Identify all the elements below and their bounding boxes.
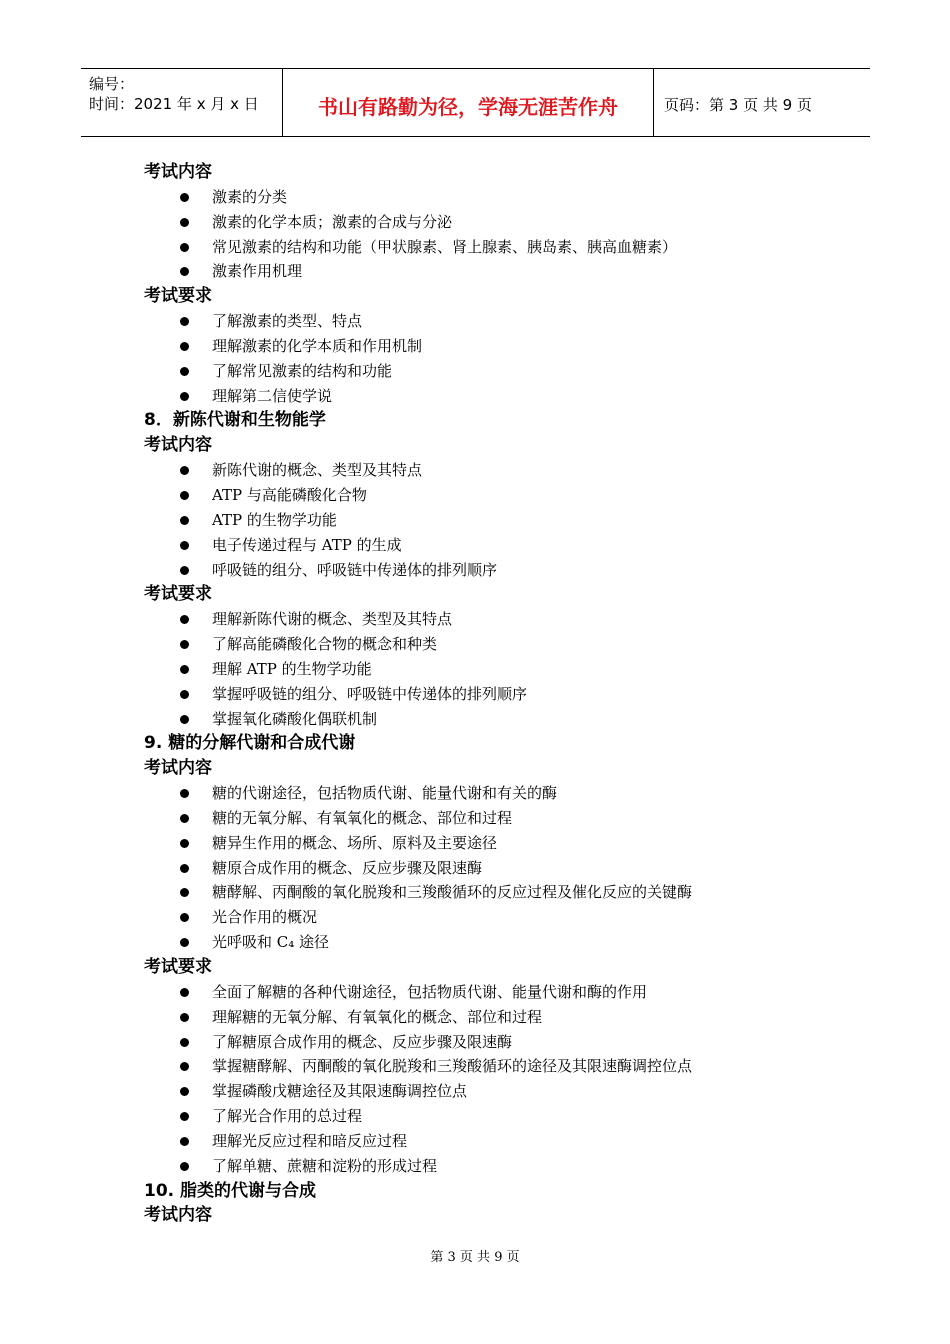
list-item (144, 1104, 864, 1129)
bullet-icon (180, 193, 189, 202)
item-text: 呼吸链的组分、呼吸链中传递体的排列顺序 (212, 560, 498, 579)
item-text: 糖原合成作用的概念、反应步骤及限速酶 (212, 858, 483, 877)
item-text: 糖的代谢途径，包括物质代谢、能量代谢和有关的酶 (212, 784, 558, 803)
bullet-icon (180, 640, 189, 649)
item-text: 理解糖的无氧分解、有氧氧化的概念、部位和过程 (212, 1007, 543, 1026)
page-footer: 第 3 页 共 9 页 (430, 1250, 520, 1265)
section-heading (144, 284, 864, 309)
bullet-icon (180, 466, 189, 475)
bullet-icon (180, 317, 189, 326)
item-text: 了解糖原合成作用的概念、反应步骤及限速酶 (212, 1032, 513, 1051)
header-info-cell (81, 69, 283, 136)
list-item (144, 831, 864, 856)
bullet-icon (180, 1087, 189, 1096)
item-text: ATP 与高能磷酸化合物 (212, 485, 367, 504)
section-heading (144, 731, 864, 756)
bullet-icon (180, 243, 189, 252)
bullet-icon (180, 1013, 189, 1022)
header-motto: 书山有路勤为径，学海无涯苦作舟 (318, 95, 618, 119)
item-text: ATP 的生物学功能 (212, 510, 337, 529)
list-item (144, 1030, 864, 1055)
bullet-icon (180, 392, 189, 401)
bullet-icon (180, 566, 189, 575)
bullet-icon (180, 541, 189, 550)
list-item (144, 1154, 864, 1179)
bullet-icon (180, 615, 189, 624)
bullet-icon (180, 342, 189, 351)
list-item (144, 657, 864, 682)
section-heading (144, 408, 864, 433)
bullet-icon (180, 690, 189, 699)
section-heading (144, 756, 864, 781)
item-text: 掌握糖酵解、丙酮酸的氧化脱羧和三羧酸循环的途径及其限速酶调控位点 (212, 1057, 693, 1076)
bullet-icon (180, 218, 189, 227)
list-item (144, 707, 864, 732)
header-page-cell (654, 69, 870, 136)
item-text: 常见激素的结构和功能（甲状腺素、肾上腺素、胰岛素、胰高血糖素） (212, 237, 678, 256)
list-item (144, 334, 864, 359)
bullet-icon (180, 938, 189, 947)
page-header (81, 68, 870, 137)
heading-text: 考试要求 (144, 286, 212, 307)
header-number-label: 编号： (89, 75, 135, 93)
item-text: 光合作用的概况 (212, 908, 318, 927)
document-body (144, 160, 864, 1228)
list-item (144, 980, 864, 1005)
list-item (144, 806, 864, 831)
item-text: 理解光反应过程和暗反应过程 (212, 1131, 408, 1150)
bullet-icon (180, 1062, 189, 1071)
bullet-icon (180, 1137, 189, 1146)
list-item (144, 235, 864, 260)
bullet-icon (180, 516, 189, 525)
list-item (144, 508, 864, 533)
list-item (144, 359, 864, 384)
item-text: 糖异生作用的概念、场所、原料及主要途径 (212, 833, 498, 852)
section-heading (144, 160, 864, 185)
item-text: 理解激素的化学本质和作用机制 (212, 336, 423, 355)
heading-text: 考试内容 (144, 1205, 212, 1226)
heading-text: 9. 糖的分解代谢和合成代谢 (144, 733, 356, 754)
bullet-icon (180, 665, 189, 674)
item-text: 了解激素的类型、特点 (212, 312, 363, 331)
item-text: 掌握磷酸戊糖途径及其限速酶调控位点 (212, 1082, 468, 1101)
list-item (144, 930, 864, 955)
bullet-icon (180, 367, 189, 376)
item-text: 了解单糖、蔗糖和淀粉的形成过程 (212, 1156, 438, 1175)
list-item (144, 632, 864, 657)
bullet-icon (180, 864, 189, 873)
section-heading (144, 955, 864, 980)
list-item (144, 309, 864, 334)
item-text: 糖的无氧分解、有氧氧化的概念、部位和过程 (212, 808, 513, 827)
list-item (144, 558, 864, 583)
item-text: 激素作用机理 (212, 262, 303, 281)
item-text: 理解 ATP 的生物学功能 (212, 659, 372, 678)
section-heading (144, 1179, 864, 1204)
header-page-label: 页码：第 3 页 共 9 页 (664, 96, 812, 114)
list-item (144, 781, 864, 806)
item-text: 全面了解糖的各种代谢途径，包括物质代谢、能量代谢和酶的作用 (212, 982, 648, 1001)
item-text: 光呼吸和 C₄ 途径 (212, 933, 330, 952)
list-item (144, 1079, 864, 1104)
item-text: 掌握呼吸链的组分、呼吸链中传递体的排列顺序 (212, 684, 528, 703)
heading-text: 8．新陈代谢和生物能学 (144, 410, 326, 431)
heading-text: 考试要求 (144, 584, 212, 605)
list-item (144, 483, 864, 508)
item-text: 电子传递过程与 ATP 的生成 (212, 535, 402, 554)
list-item (144, 880, 864, 905)
bullet-icon (180, 789, 189, 798)
heading-text: 考试内容 (144, 435, 212, 456)
list-item (144, 210, 864, 235)
bullet-icon (180, 1162, 189, 1171)
item-text: 掌握氧化磷酸化偶联机制 (212, 709, 378, 728)
bullet-icon (180, 715, 189, 724)
heading-text: 10. 脂类的代谢与合成 (144, 1180, 317, 1201)
section-heading (144, 582, 864, 607)
item-text: 了解常见激素的结构和功能 (212, 361, 393, 380)
bullet-icon (180, 888, 189, 897)
item-text: 了解光合作用的总过程 (212, 1107, 363, 1126)
item-text: 了解高能磷酸化合物的概念和种类 (212, 635, 438, 654)
item-text: 理解新陈代谢的概念、类型及其特点 (212, 610, 453, 629)
list-item (144, 384, 864, 409)
list-item (144, 1005, 864, 1030)
bullet-icon (180, 814, 189, 823)
item-text: 新陈代谢的概念、类型及其特点 (212, 461, 423, 480)
bullet-icon (180, 839, 189, 848)
item-text: 激素的化学本质；激素的合成与分泌 (212, 212, 453, 231)
list-item (144, 607, 864, 632)
list-item (144, 259, 864, 284)
bullet-icon (180, 913, 189, 922)
heading-text: 考试内容 (144, 758, 212, 779)
bullet-icon (180, 1112, 189, 1121)
heading-text: 考试要求 (144, 957, 212, 977)
section-heading (144, 433, 864, 458)
item-text: 理解第二信使学说 (212, 386, 333, 405)
bullet-icon (180, 491, 189, 500)
header-date-label: 时间：2021 年 x 月 x 日 (89, 95, 259, 113)
list-item (144, 533, 864, 558)
item-text: 糖酵解、丙酮酸的氧化脱羧和三羧酸循环的反应过程及催化反应的关键酶 (212, 883, 693, 902)
list-item (144, 185, 864, 210)
header-motto-cell (283, 69, 654, 136)
list-item (144, 682, 864, 707)
list-item (144, 1054, 864, 1079)
list-item (144, 1129, 864, 1154)
list-item (144, 905, 864, 930)
item-text: 激素的分类 (212, 187, 288, 206)
list-item (144, 856, 864, 881)
bullet-icon (180, 267, 189, 276)
bullet-icon (180, 988, 189, 997)
heading-text: 考试内容 (144, 162, 212, 182)
section-heading (144, 1203, 864, 1228)
bullet-icon (180, 1038, 189, 1047)
list-item (144, 458, 864, 483)
